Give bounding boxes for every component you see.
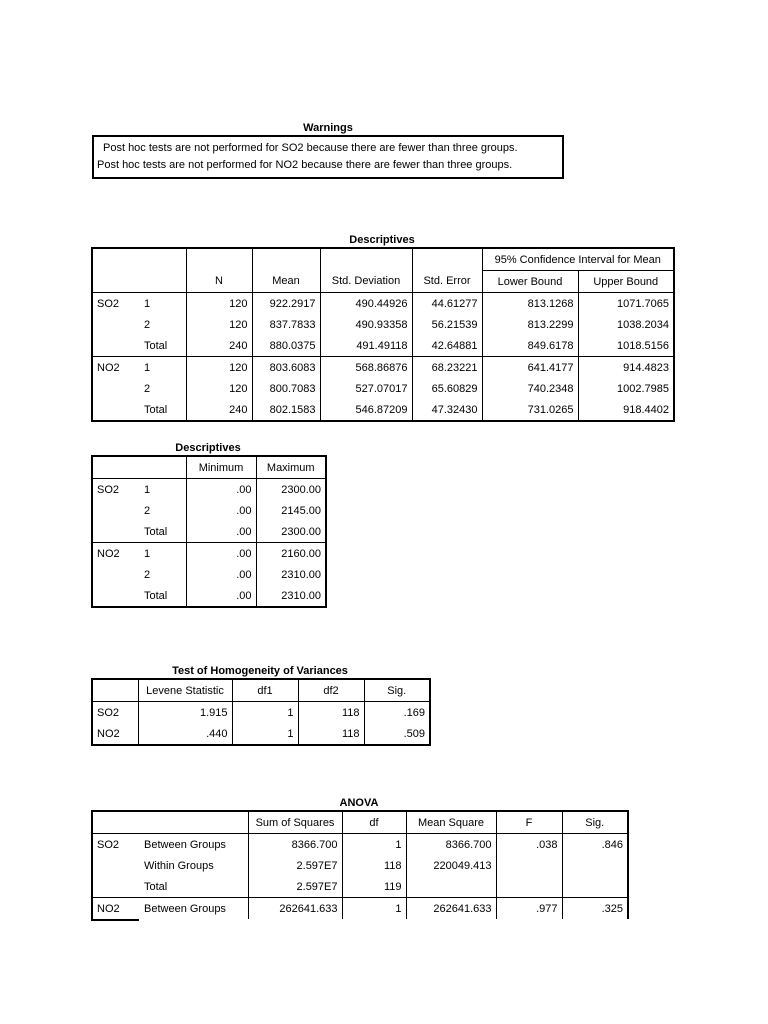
cell: 2310.00	[256, 564, 326, 585]
header-row	[92, 679, 430, 702]
row-group-label	[92, 855, 140, 876]
homogeneity-section	[91, 664, 431, 746]
column-header: Std. Deviation	[320, 271, 412, 293]
row-group-label: SO2	[97, 483, 120, 496]
cell: 914.4823	[578, 357, 674, 379]
row-label: 2	[144, 504, 151, 517]
cell: .440	[138, 723, 232, 745]
cell: 1	[342, 898, 406, 920]
cell: 8366.700	[248, 834, 342, 856]
column-header: Mean	[252, 271, 320, 293]
table-row	[92, 876, 628, 898]
cell: 2145.00	[256, 500, 326, 521]
row-label: 2	[144, 318, 151, 331]
cell: .00	[186, 543, 256, 565]
cell: .038	[496, 834, 562, 856]
cell: 2.597E7	[248, 876, 342, 898]
header-corner	[92, 248, 186, 293]
cell: 813.2299	[482, 314, 578, 335]
row-group-label: NO2	[92, 357, 140, 379]
cell: 491.49118	[320, 335, 412, 357]
cell	[562, 876, 628, 898]
cell	[406, 876, 496, 898]
row-group-label	[92, 564, 140, 585]
cell: 740.2348	[482, 378, 578, 399]
row-group-label: NO2	[92, 543, 140, 565]
cell: .509	[364, 723, 430, 745]
column-header: df1	[232, 679, 298, 702]
row-label: 1	[144, 297, 151, 310]
cell: 1071.7065	[578, 293, 674, 315]
row-label: Total	[144, 880, 168, 893]
ci-header: 95% Confidence Interval for Mean	[482, 248, 674, 271]
cell: 44.61277	[412, 293, 482, 315]
warnings-title: Warnings	[303, 122, 353, 134]
row-group-label: SO2	[97, 838, 120, 851]
descriptives-minmax-section	[91, 441, 327, 608]
row-label: 1	[144, 483, 151, 496]
column-header: Maximum	[256, 456, 326, 479]
column-header: Sig.	[562, 811, 628, 834]
table-row	[92, 543, 326, 565]
cell: 837.7833	[252, 314, 320, 335]
table-row	[92, 898, 628, 920]
row-label: Total	[144, 589, 168, 602]
table-row	[92, 702, 430, 724]
cell: 1018.5156	[578, 335, 674, 357]
cell: 8366.700	[406, 834, 496, 856]
cell: 65.60829	[412, 378, 482, 399]
cell: .846	[562, 834, 628, 856]
table-row	[92, 585, 326, 607]
table-row	[92, 521, 326, 543]
table-row	[92, 723, 430, 745]
column-header: df	[342, 811, 406, 834]
row-group-label: NO2	[92, 898, 140, 920]
cell: 118	[298, 702, 364, 724]
cell: 802.1583	[252, 399, 320, 421]
column-header: Lower Bound	[482, 271, 578, 293]
anova-table	[91, 810, 629, 919]
cell: .00	[186, 521, 256, 543]
cell	[562, 855, 628, 876]
row-label: 2	[144, 568, 151, 581]
descriptives-table	[91, 247, 675, 422]
row-label: 1	[140, 543, 186, 565]
row-group-label	[92, 521, 140, 543]
table-row	[92, 314, 674, 335]
row-label: Within Groups	[144, 859, 214, 872]
cell: 118	[298, 723, 364, 745]
cell: 1	[342, 834, 406, 856]
row-group-label	[92, 876, 140, 898]
cell	[496, 876, 562, 898]
row-label: 1	[140, 357, 186, 379]
table-row	[92, 378, 674, 399]
cell: 641.4177	[482, 357, 578, 379]
homogeneity-table	[91, 678, 431, 746]
cell: .977	[496, 898, 562, 920]
cell: 118	[342, 855, 406, 876]
row-label: Total	[144, 525, 168, 538]
cell: .00	[186, 564, 256, 585]
row-group-label	[92, 378, 140, 399]
warnings-box	[92, 135, 564, 179]
row-group-label	[92, 335, 140, 357]
cell: .325	[562, 898, 628, 920]
header-corner	[92, 811, 248, 834]
cell: 120	[186, 357, 252, 379]
anova-section	[91, 796, 629, 921]
cell: .00	[186, 585, 256, 607]
cell: 47.32430	[412, 399, 482, 421]
table-row	[92, 357, 674, 379]
descriptives-minmax-title: Descriptives	[175, 442, 241, 454]
cell: 42.64881	[412, 335, 482, 357]
header-corner	[92, 679, 138, 702]
cell: 262641.633	[248, 898, 342, 920]
cell: 119	[342, 876, 406, 898]
cell: 922.2917	[252, 293, 320, 315]
page-cut-line	[91, 919, 139, 921]
table-row	[92, 479, 326, 501]
cell: 1038.2034	[578, 314, 674, 335]
table-row	[92, 834, 628, 856]
column-header: Upper Bound	[578, 271, 674, 293]
header-row	[92, 456, 326, 479]
cell: 1	[232, 723, 298, 745]
cell: 1	[232, 702, 298, 724]
descriptives-section	[91, 233, 675, 422]
row-label: Total	[144, 403, 168, 416]
cell: 490.44926	[320, 293, 412, 315]
header-row	[92, 248, 674, 271]
cell: .169	[364, 702, 430, 724]
column-header: Mean Square	[406, 811, 496, 834]
cell: 2300.00	[256, 479, 326, 501]
cell: 803.6083	[252, 357, 320, 379]
cell: 1002.7985	[578, 378, 674, 399]
cell: 220049.413	[406, 855, 496, 876]
descriptives-minmax-table	[91, 455, 327, 608]
cell: 1.915	[138, 702, 232, 724]
cell: 849.6178	[482, 335, 578, 357]
table-row	[92, 293, 674, 315]
warning-line: Post hoc tests are not performed for NO2 because there are fewer than three groups.	[97, 159, 513, 171]
row-label: 2	[144, 382, 151, 395]
row-group-label	[92, 585, 140, 607]
cell: 2.597E7	[248, 855, 342, 876]
cell: 120	[186, 293, 252, 315]
anova-title: ANOVA	[339, 797, 379, 809]
cell: 880.0375	[252, 335, 320, 357]
row-group-label	[92, 500, 140, 521]
cell: 120	[186, 314, 252, 335]
cell: 68.23221	[412, 357, 482, 379]
table-row	[92, 399, 674, 421]
cell: 490.93358	[320, 314, 412, 335]
row-group-label: SO2	[97, 297, 120, 310]
column-header: Sum of Squares	[248, 811, 342, 834]
column-header: df2	[298, 679, 364, 702]
cell: 813.1268	[482, 293, 578, 315]
row-label: Total	[144, 339, 168, 352]
cell: .00	[186, 479, 256, 501]
row-group-label	[92, 399, 140, 421]
column-header: F	[496, 811, 562, 834]
column-header: Sig.	[364, 679, 430, 702]
descriptives-title: Descriptives	[349, 234, 415, 246]
cell: 2300.00	[256, 521, 326, 543]
cell: 240	[186, 335, 252, 357]
header-corner	[92, 456, 186, 479]
row-label: Between Groups	[140, 898, 248, 920]
warnings-section	[92, 121, 564, 179]
cell: 56.21539	[412, 314, 482, 335]
row-group-label	[92, 314, 140, 335]
warning-line: Post hoc tests are not performed for SO2 because there are fewer than three groups.	[103, 142, 518, 154]
cell: 527.07017	[320, 378, 412, 399]
column-header: Std. Error	[412, 271, 482, 293]
table-row	[92, 335, 674, 357]
cell: 800.7083	[252, 378, 320, 399]
cell: 240	[186, 399, 252, 421]
cell: 262641.633	[406, 898, 496, 920]
row-label: SO2	[97, 706, 120, 719]
cell	[496, 855, 562, 876]
column-header: N	[186, 271, 252, 293]
row-label: NO2	[97, 727, 120, 740]
cell: 120	[186, 378, 252, 399]
header-row	[92, 811, 628, 834]
table-row	[92, 855, 628, 876]
column-header: Levene Statistic	[138, 679, 232, 702]
cell: 731.0265	[482, 399, 578, 421]
column-header: Minimum	[186, 456, 256, 479]
row-label: Between Groups	[144, 838, 226, 851]
cell: 568.86876	[320, 357, 412, 379]
table-row	[92, 500, 326, 521]
table-row	[92, 564, 326, 585]
cell: .00	[186, 500, 256, 521]
cell: 2310.00	[256, 585, 326, 607]
homogeneity-title: Test of Homogeneity of Variances	[172, 665, 348, 677]
cell: 2160.00	[256, 543, 326, 565]
cell: 918.4402	[578, 399, 674, 421]
cell: 546.87209	[320, 399, 412, 421]
